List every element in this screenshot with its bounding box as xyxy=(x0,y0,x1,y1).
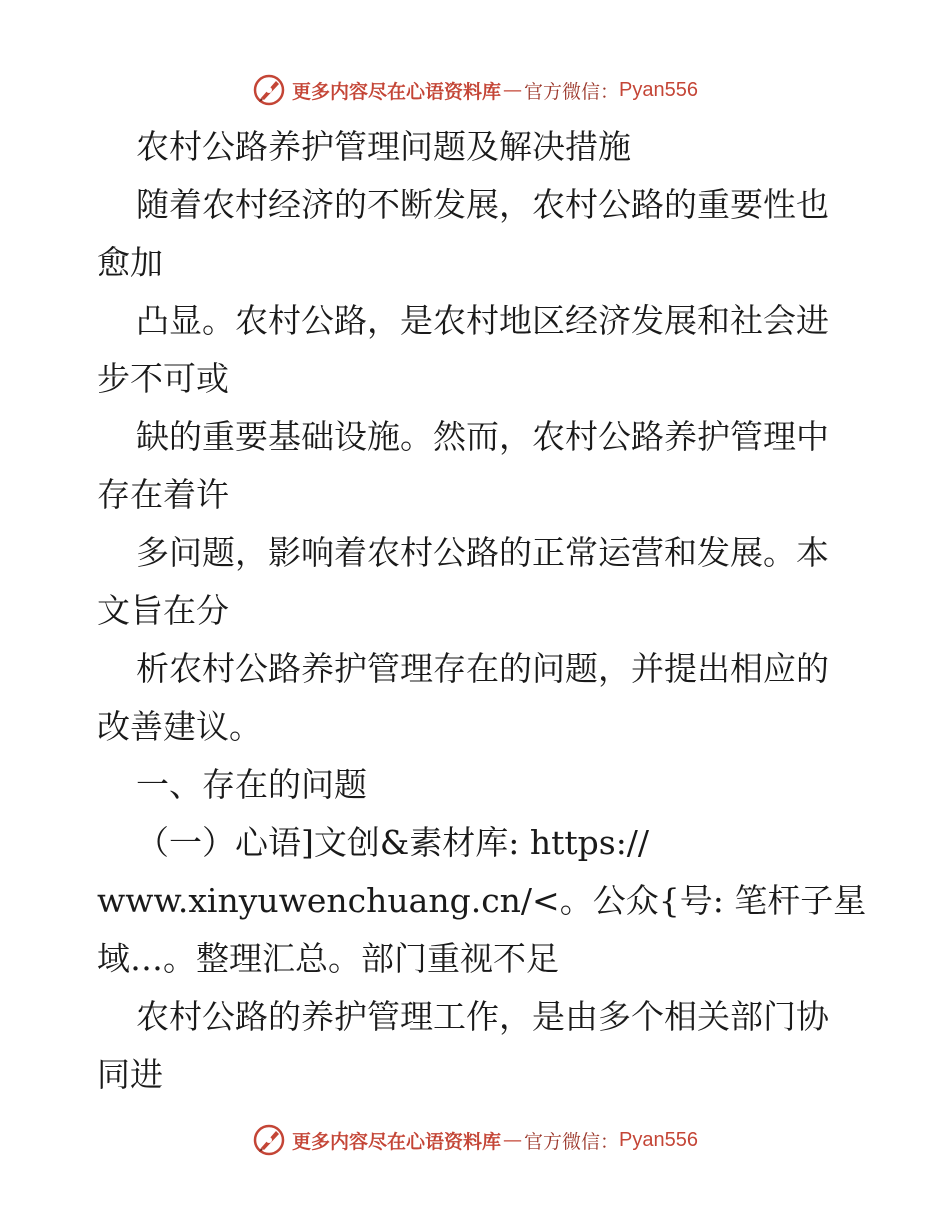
paragraph-line: 随着农村经济的不断发展，农村公路的重要性也 xyxy=(136,185,829,224)
document-title: 农村公路养护管理问题及解决措施 xyxy=(136,127,631,166)
page-header-watermark xyxy=(0,70,950,110)
wechat-id: Pyan556 xyxy=(619,1128,698,1151)
paragraph-line: 同进 xyxy=(97,1055,163,1094)
paragraph-line: 多问题，影响着农村公路的正常运营和发展。本 xyxy=(136,533,829,572)
brand-separator: — xyxy=(503,1129,523,1151)
page-footer-watermark xyxy=(0,1120,950,1160)
quill-pen-logo-icon xyxy=(252,73,286,107)
brand-text: 更多内容尽在心语资料库 xyxy=(292,80,502,103)
paragraph-line: 改善建议。 xyxy=(97,707,262,746)
quill-pen-logo-icon xyxy=(252,1123,286,1157)
paragraph-line: 存在着许 xyxy=(97,475,229,514)
paragraph-line: 域…。整理汇总。部门重视不足 xyxy=(97,939,559,978)
paragraph-line: 文旨在分 xyxy=(97,591,229,630)
paragraph-line: 愈加 xyxy=(97,243,163,282)
wechat-id: Pyan556 xyxy=(619,78,698,101)
brand-banner xyxy=(252,1120,698,1160)
paragraph-line: 农村公路的养护管理工作，是由多个相关部门协 xyxy=(136,997,829,1036)
document-body xyxy=(97,118,867,1104)
wechat-label: 官方微信： xyxy=(524,1130,620,1153)
paragraph-line: 析农村公路养护管理存在的问题，并提出相应的 xyxy=(136,649,829,688)
brand-separator: — xyxy=(503,79,523,101)
wechat-label: 官方微信： xyxy=(524,80,620,103)
brand-text: 更多内容尽在心语资料库 xyxy=(292,1130,502,1153)
paragraph-line: 凸显。农村公路，是农村地区经济发展和社会进 xyxy=(136,301,829,340)
paragraph-line: www.xinyuwenchuang.cn/<。公众{号: 笔杆子星 xyxy=(97,881,867,920)
paragraph-line: 缺的重要基础设施。然而，农村公路养护管理中 xyxy=(136,417,829,456)
subsection-heading: （一）心语]文创&素材库: https:// xyxy=(136,823,650,862)
brand-banner xyxy=(252,70,698,110)
section-heading: 一、存在的问题 xyxy=(136,765,367,804)
paragraph-line: 步不可或 xyxy=(97,359,229,398)
